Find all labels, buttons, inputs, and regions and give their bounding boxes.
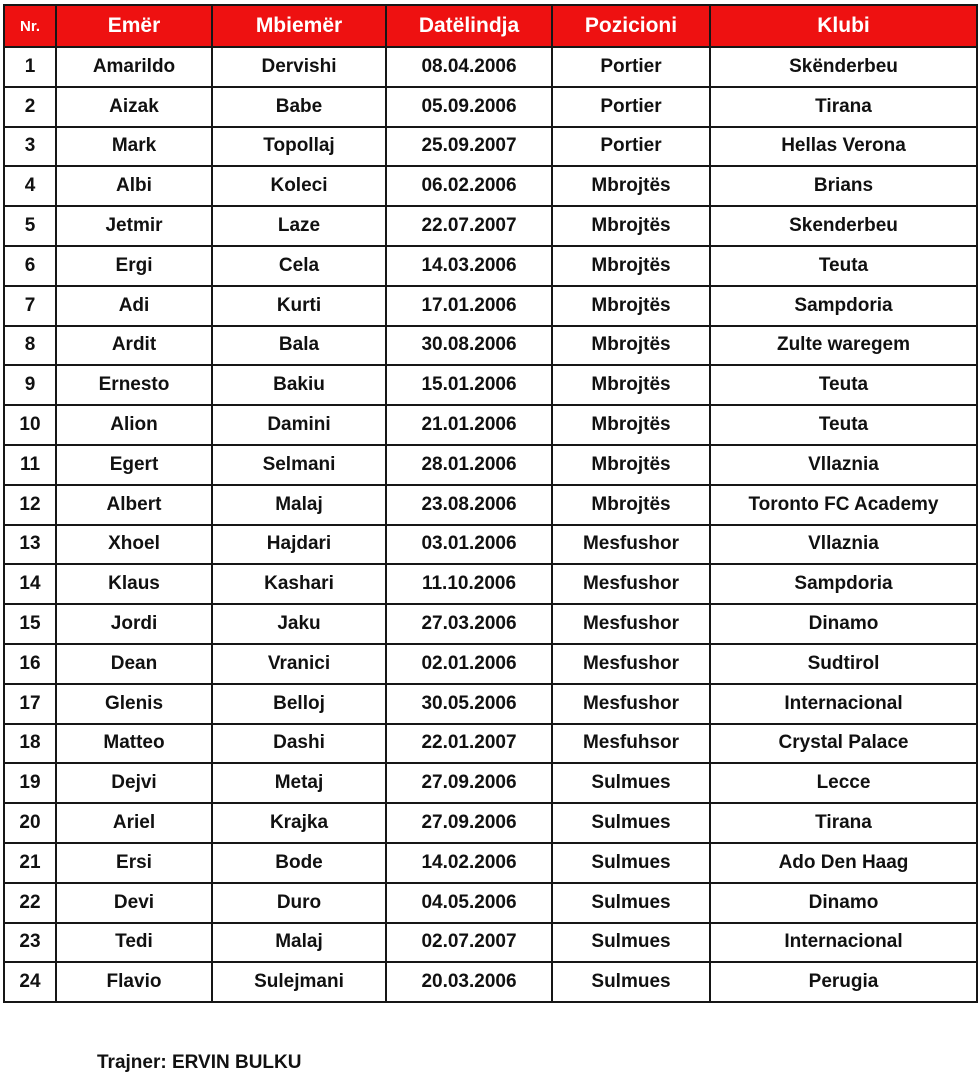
table-cell-mbiemer: Cela [212, 246, 386, 286]
table-cell-mbiemer: Malaj [212, 485, 386, 525]
table-row [4, 525, 977, 565]
table-cell-nr: 5 [4, 206, 56, 246]
table-cell-datelindja: 14.02.2006 [386, 843, 552, 883]
table-cell-emer: Ernesto [56, 365, 212, 405]
table-cell-nr: 19 [4, 763, 56, 803]
table-cell-nr: 13 [4, 525, 56, 565]
table-cell-datelindja: 25.09.2007 [386, 127, 552, 167]
table-cell-emer: Jetmir [56, 206, 212, 246]
table-cell-datelindja: 02.01.2006 [386, 644, 552, 684]
table-row [4, 365, 977, 405]
table-cell-klubi: Zulte waregem [710, 326, 977, 366]
table-cell-nr: 16 [4, 644, 56, 684]
table-cell-mbiemer: Damini [212, 405, 386, 445]
table-row [4, 127, 977, 167]
table-cell-datelindja: 20.03.2006 [386, 962, 552, 1002]
table-cell-emer: Dejvi [56, 763, 212, 803]
table-row [4, 564, 977, 604]
table-cell-mbiemer: Dervishi [212, 47, 386, 87]
table-row [4, 166, 977, 206]
table-body [4, 47, 977, 1002]
table-cell-pozicioni: Mbrojtës [552, 445, 710, 485]
table-cell-nr: 6 [4, 246, 56, 286]
table-cell-datelindja: 27.09.2006 [386, 803, 552, 843]
table-cell-nr: 18 [4, 724, 56, 764]
table-cell-nr: 10 [4, 405, 56, 445]
table-cell-emer: Adi [56, 286, 212, 326]
table-cell-datelindja: 06.02.2006 [386, 166, 552, 206]
table-cell-emer: Egert [56, 445, 212, 485]
table-cell-mbiemer: Dashi [212, 724, 386, 764]
table-cell-klubi: Internacional [710, 684, 977, 724]
table-cell-mbiemer: Babe [212, 87, 386, 127]
table-cell-mbiemer: Krajka [212, 803, 386, 843]
table-cell-klubi: Vllaznia [710, 525, 977, 565]
table-cell-nr: 9 [4, 365, 56, 405]
table-row [4, 445, 977, 485]
col-header-datelindja: Datëlindja [386, 5, 552, 47]
table-cell-pozicioni: Mbrojtës [552, 206, 710, 246]
table-cell-pozicioni: Sulmues [552, 843, 710, 883]
table-cell-nr: 22 [4, 883, 56, 923]
table-cell-pozicioni: Mesfushor [552, 564, 710, 604]
table-cell-mbiemer: Topollaj [212, 127, 386, 167]
table-cell-datelindja: 30.08.2006 [386, 326, 552, 366]
table-cell-emer: Mark [56, 127, 212, 167]
table-cell-datelindja: 02.07.2007 [386, 923, 552, 963]
table-cell-nr: 3 [4, 127, 56, 167]
table-cell-pozicioni: Portier [552, 87, 710, 127]
table-cell-datelindja: 14.03.2006 [386, 246, 552, 286]
table-cell-datelindja: 23.08.2006 [386, 485, 552, 525]
table-row [4, 47, 977, 87]
players-roster-table [3, 4, 978, 1003]
table-cell-pozicioni: Mesfushor [552, 604, 710, 644]
table-row [4, 923, 977, 963]
table-cell-emer: Ersi [56, 843, 212, 883]
table-cell-klubi: Perugia [710, 962, 977, 1002]
table-cell-pozicioni: Mbrojtës [552, 485, 710, 525]
table-cell-emer: Ariel [56, 803, 212, 843]
table-cell-datelindja: 22.01.2007 [386, 724, 552, 764]
table-cell-klubi: Skenderbeu [710, 206, 977, 246]
table-cell-pozicioni: Sulmues [552, 803, 710, 843]
table-cell-nr: 1 [4, 47, 56, 87]
table-cell-pozicioni: Portier [552, 47, 710, 87]
table-cell-pozicioni: Sulmues [552, 962, 710, 1002]
table-cell-datelindja: 28.01.2006 [386, 445, 552, 485]
table-cell-emer: Alion [56, 405, 212, 445]
table-row [4, 604, 977, 644]
table-cell-pozicioni: Mbrojtës [552, 365, 710, 405]
table-cell-emer: Amarildo [56, 47, 212, 87]
table-cell-klubi: Tirana [710, 87, 977, 127]
col-header-klubi: Klubi [710, 5, 977, 47]
table-row [4, 962, 977, 1002]
table-header-row [4, 5, 977, 47]
table-row [4, 883, 977, 923]
table-row [4, 803, 977, 843]
table-row [4, 644, 977, 684]
table-cell-klubi: Teuta [710, 246, 977, 286]
table-cell-pozicioni: Mesfushor [552, 525, 710, 565]
table-cell-datelindja: 21.01.2006 [386, 405, 552, 445]
coach-line: Trajner: ERVIN BULKU [97, 1052, 302, 1073]
table-cell-nr: 17 [4, 684, 56, 724]
table-cell-klubi: Toronto FC Academy [710, 485, 977, 525]
table-cell-emer: Tedi [56, 923, 212, 963]
table-cell-pozicioni: Sulmues [552, 923, 710, 963]
table-row [4, 87, 977, 127]
table-cell-klubi: Teuta [710, 365, 977, 405]
table-cell-datelindja: 15.01.2006 [386, 365, 552, 405]
table-cell-mbiemer: Bode [212, 843, 386, 883]
table-cell-mbiemer: Belloj [212, 684, 386, 724]
table-cell-mbiemer: Hajdari [212, 525, 386, 565]
table-cell-nr: 14 [4, 564, 56, 604]
table-cell-emer: Glenis [56, 684, 212, 724]
table-cell-mbiemer: Laze [212, 206, 386, 246]
table-cell-nr: 2 [4, 87, 56, 127]
table-row [4, 326, 977, 366]
table-cell-mbiemer: Selmani [212, 445, 386, 485]
table-row [4, 763, 977, 803]
table-cell-datelindja: 08.04.2006 [386, 47, 552, 87]
table-cell-emer: Dean [56, 644, 212, 684]
table-cell-pozicioni: Sulmues [552, 883, 710, 923]
table-cell-klubi: Sampdoria [710, 286, 977, 326]
table-cell-emer: Ardit [56, 326, 212, 366]
table-cell-emer: Devi [56, 883, 212, 923]
table-cell-emer: Jordi [56, 604, 212, 644]
table-cell-mbiemer: Kashari [212, 564, 386, 604]
table-cell-emer: Ergi [56, 246, 212, 286]
col-header-pozicioni: Pozicioni [552, 5, 710, 47]
table-cell-mbiemer: Jaku [212, 604, 386, 644]
table-cell-datelindja: 17.01.2006 [386, 286, 552, 326]
table-cell-datelindja: 03.01.2006 [386, 525, 552, 565]
table-cell-datelindja: 11.10.2006 [386, 564, 552, 604]
table-cell-mbiemer: Vranici [212, 644, 386, 684]
table-cell-datelindja: 27.03.2006 [386, 604, 552, 644]
table-cell-klubi: Crystal Palace [710, 724, 977, 764]
table-cell-pozicioni: Mbrojtës [552, 166, 710, 206]
table-cell-nr: 23 [4, 923, 56, 963]
table-row [4, 684, 977, 724]
table-cell-klubi: Skënderbeu [710, 47, 977, 87]
col-header-mbiemer: Mbiemër [212, 5, 386, 47]
table-cell-klubi: Ado Den Haag [710, 843, 977, 883]
table-cell-nr: 15 [4, 604, 56, 644]
table-cell-emer: Albi [56, 166, 212, 206]
col-header-nr: Nr. [4, 5, 56, 47]
table-cell-emer: Flavio [56, 962, 212, 1002]
table-cell-klubi: Vllaznia [710, 445, 977, 485]
table-cell-klubi: Internacional [710, 923, 977, 963]
table-cell-datelindja: 30.05.2006 [386, 684, 552, 724]
table-cell-nr: 24 [4, 962, 56, 1002]
table-cell-datelindja: 27.09.2006 [386, 763, 552, 803]
table-cell-mbiemer: Sulejmani [212, 962, 386, 1002]
table-cell-mbiemer: Metaj [212, 763, 386, 803]
table-cell-emer: Matteo [56, 724, 212, 764]
table-row [4, 724, 977, 764]
table-cell-pozicioni: Mbrojtës [552, 326, 710, 366]
table-row [4, 246, 977, 286]
table-cell-pozicioni: Mbrojtës [552, 405, 710, 445]
table-cell-klubi: Sudtirol [710, 644, 977, 684]
table-cell-klubi: Tirana [710, 803, 977, 843]
table-cell-nr: 8 [4, 326, 56, 366]
col-header-emer: Emër [56, 5, 212, 47]
table-cell-nr: 21 [4, 843, 56, 883]
table-cell-klubi: Lecce [710, 763, 977, 803]
table-cell-emer: Klaus [56, 564, 212, 604]
table-row [4, 286, 977, 326]
table-cell-pozicioni: Sulmues [552, 763, 710, 803]
table-cell-mbiemer: Bakiu [212, 365, 386, 405]
table-cell-datelindja: 04.05.2006 [386, 883, 552, 923]
table-cell-pozicioni: Mesfushor [552, 644, 710, 684]
table-cell-datelindja: 05.09.2006 [386, 87, 552, 127]
table-row [4, 206, 977, 246]
table-cell-pozicioni: Mesfushor [552, 684, 710, 724]
table-cell-mbiemer: Duro [212, 883, 386, 923]
table-row [4, 485, 977, 525]
table-cell-klubi: Sampdoria [710, 564, 977, 604]
table-cell-klubi: Dinamo [710, 604, 977, 644]
table-cell-nr: 4 [4, 166, 56, 206]
table-cell-klubi: Dinamo [710, 883, 977, 923]
table-cell-datelindja: 22.07.2007 [386, 206, 552, 246]
table-cell-pozicioni: Mbrojtës [552, 246, 710, 286]
table-cell-emer: Aizak [56, 87, 212, 127]
table-row [4, 843, 977, 883]
table-cell-mbiemer: Kurti [212, 286, 386, 326]
table-cell-nr: 20 [4, 803, 56, 843]
table-cell-klubi: Teuta [710, 405, 977, 445]
table-cell-klubi: Hellas Verona [710, 127, 977, 167]
table-cell-mbiemer: Koleci [212, 166, 386, 206]
table-cell-pozicioni: Mbrojtës [552, 286, 710, 326]
table-cell-emer: Xhoel [56, 525, 212, 565]
table-cell-mbiemer: Bala [212, 326, 386, 366]
table-cell-pozicioni: Mesfuhsor [552, 724, 710, 764]
table-row [4, 405, 977, 445]
table-cell-nr: 7 [4, 286, 56, 326]
table-cell-mbiemer: Malaj [212, 923, 386, 963]
table-cell-klubi: Brians [710, 166, 977, 206]
table-cell-pozicioni: Portier [552, 127, 710, 167]
table-cell-nr: 11 [4, 445, 56, 485]
table-cell-nr: 12 [4, 485, 56, 525]
table-cell-emer: Albert [56, 485, 212, 525]
